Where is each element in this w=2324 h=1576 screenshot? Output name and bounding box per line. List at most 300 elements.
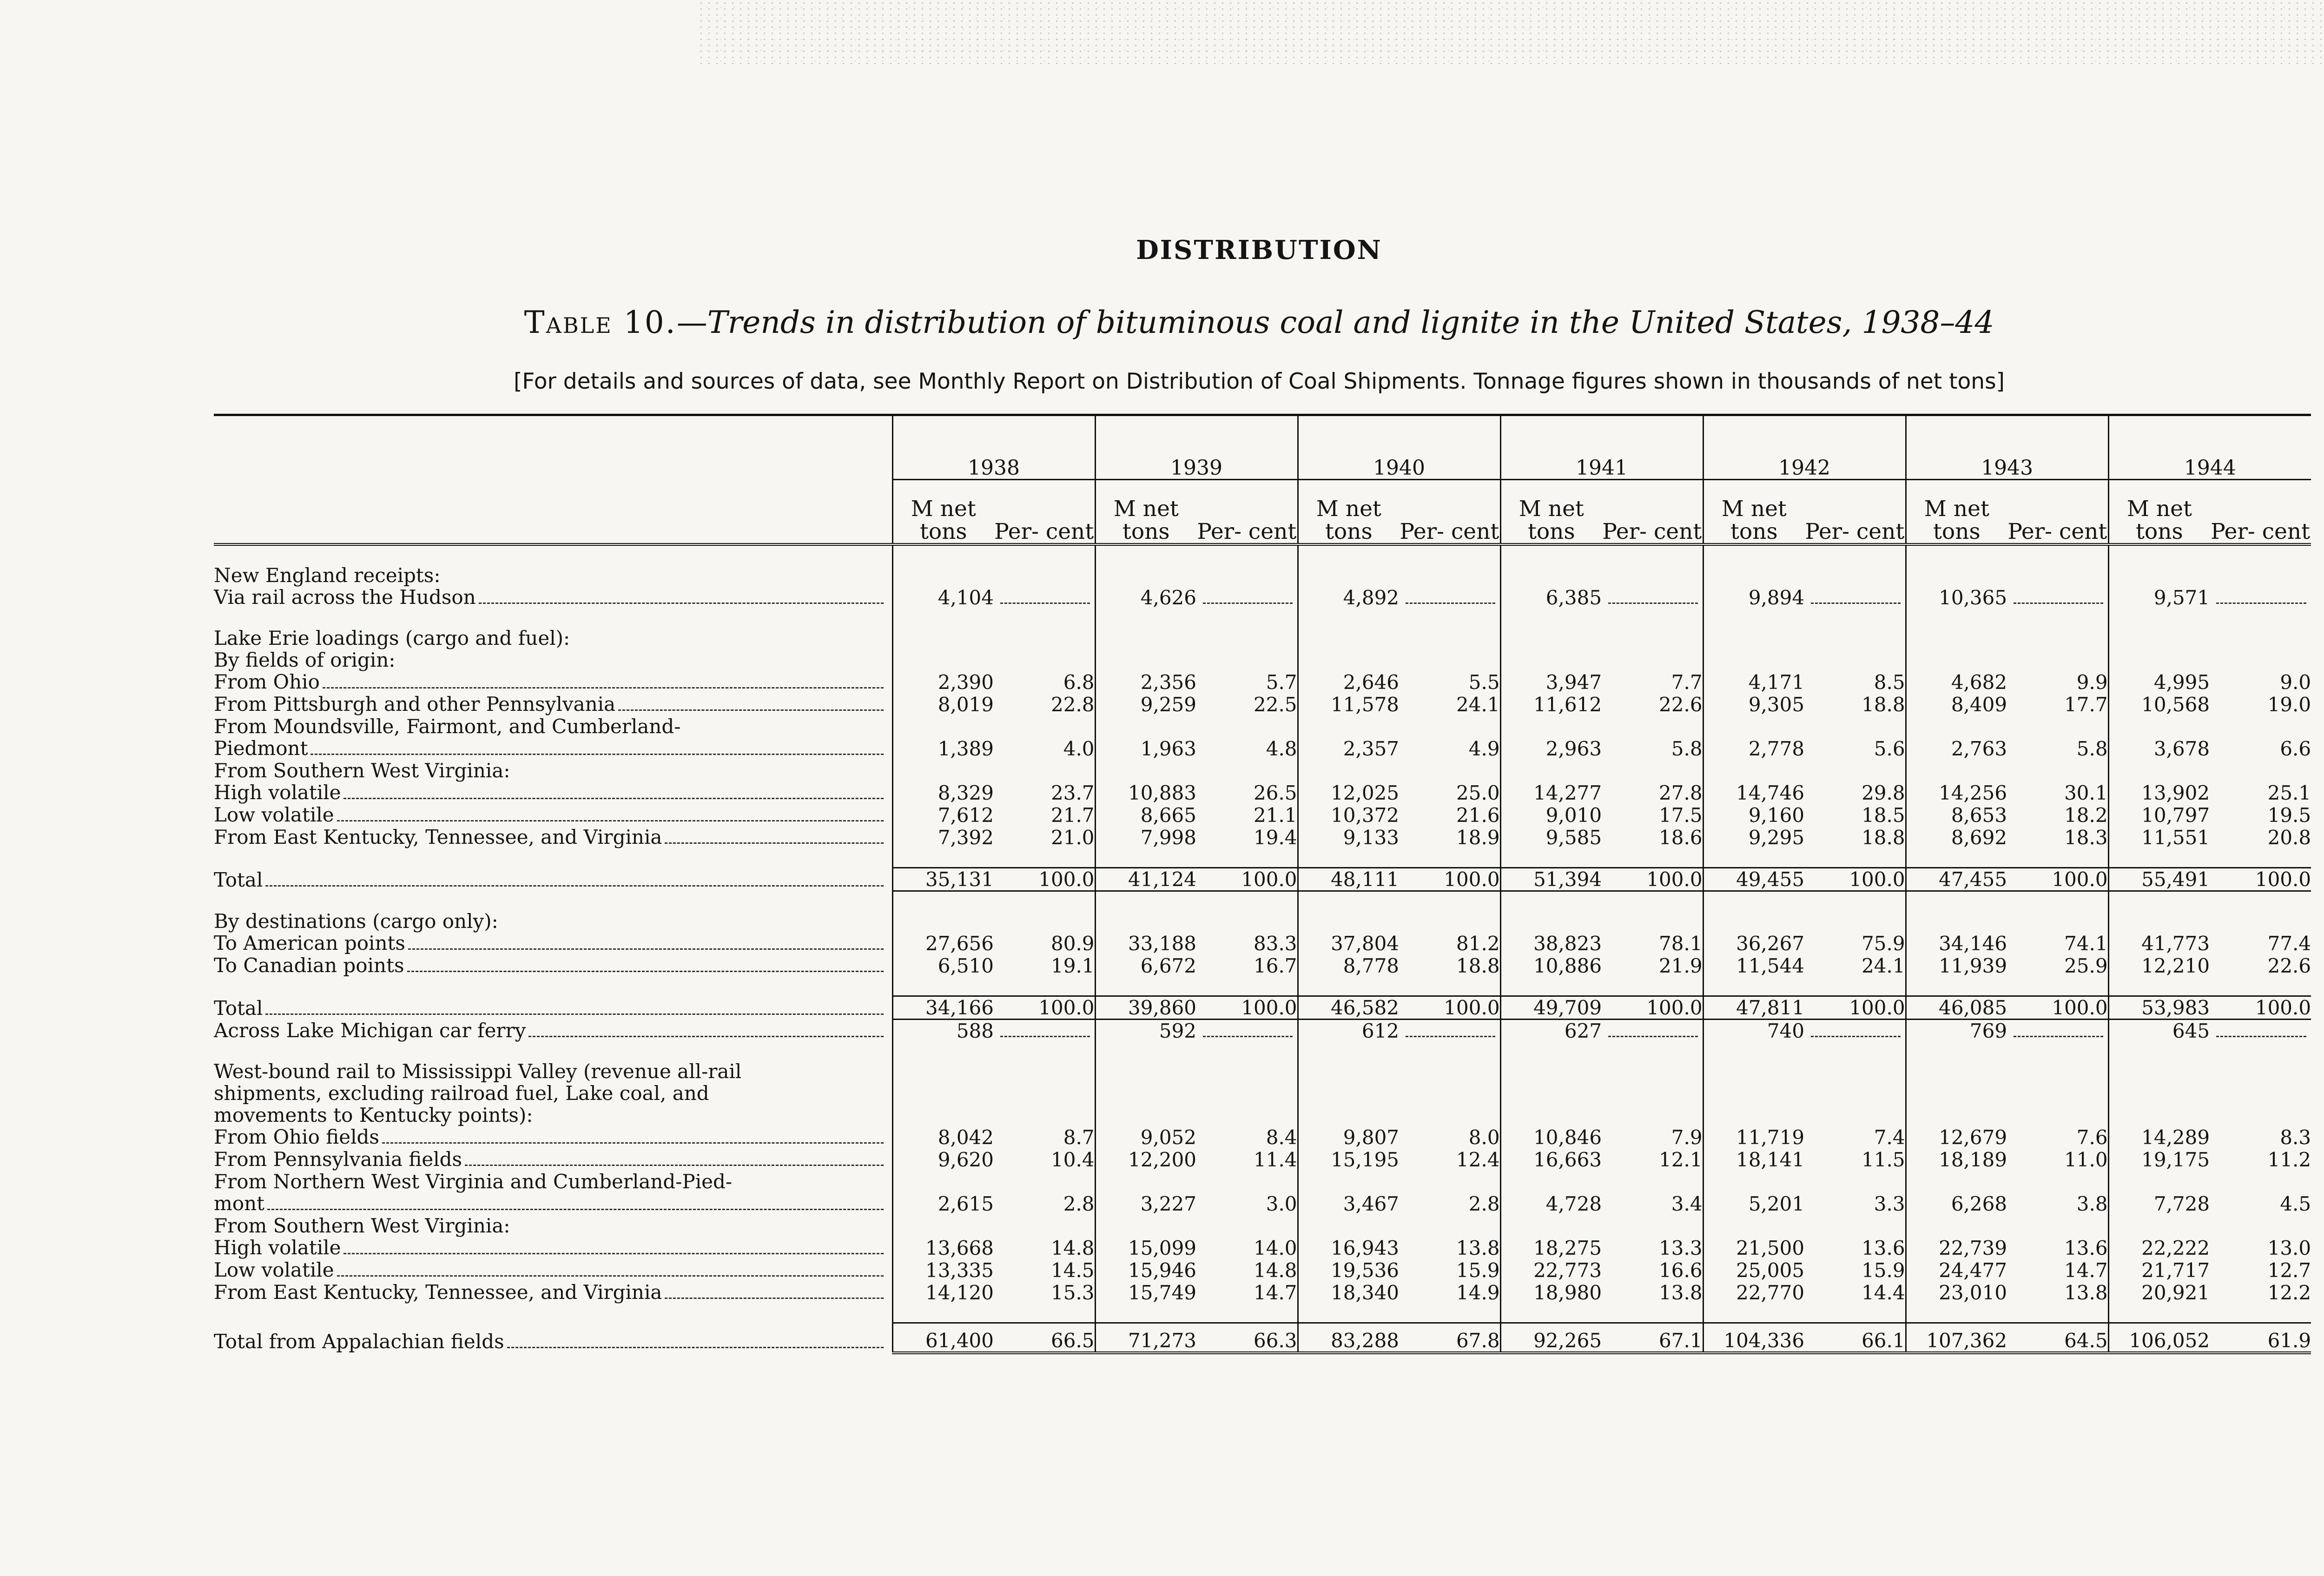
row-label [214,671,892,693]
table-row [214,1192,2311,1215]
cell-tons: 10,846 [1500,1126,1602,1148]
spacer-row [214,848,2311,868]
row-heading: From Northern West Virginia and Cumberland-Pied- [214,1170,733,1193]
row-label [214,693,892,715]
cell-tons: 34,166 [892,996,994,1020]
cell-percent: 22.6 [1659,693,1703,716]
cell-tons: 13,668 [892,1237,994,1259]
row-heading: From Southern West Virginia: [214,759,510,782]
cell-tons: 4,892 [1298,586,1399,609]
cell-tons: 92,265 [1500,1323,1602,1353]
cell-tons: 11,551 [2108,826,2210,848]
year-header: 1940 [1298,415,1500,480]
table-subtitle: [For details and sources of data, see Monthly Report on Distribution of Coal Shipments. Tonnage figures shown in thousands of net tons] [514,369,2005,394]
leader-dots [528,1036,883,1037]
cell-tons: 51,394 [1500,868,1602,891]
cell-tons: 14,746 [1703,781,1804,804]
cell-percent [2007,586,2108,609]
cell-tons: 34,146 [1906,932,2007,954]
col-header-percent: Per- cent [1602,480,1703,545]
cell-percent: 19.1 [1051,954,1095,977]
cell-percent: 100.0 [994,868,1095,891]
cell-tons: 8,692 [1906,826,2007,848]
leader-dots [310,754,883,755]
row-label-text: To American points [214,932,405,954]
cell-percent: 11.0 [2064,1148,2108,1171]
table-row [214,868,2311,891]
table-row [214,1259,2311,1281]
cell-percent: 4.8 [1266,737,1297,760]
cell-percent: 21.6 [1456,804,1500,827]
cell-percent: 8.7 [1063,1126,1095,1149]
cell-percent: 100.0 [1196,996,1298,1020]
cell-percent: 4.0 [1063,737,1095,760]
cell-tons: 46,582 [1298,996,1399,1020]
cell-percent: 100.0 [1399,868,1500,891]
cell-percent [1196,586,1298,609]
cell-tons: 22,770 [1703,1281,1804,1304]
col-header-percent: Per- cent [1804,480,1906,545]
leader-dots [507,1347,884,1348]
cell-percent: 13.8 [1659,1281,1703,1304]
year-header: 1944 [2108,415,2311,480]
row-label [214,586,892,609]
cell-percent: 8.5 [1874,671,1905,694]
cell-percent: 23.7 [1051,781,1095,804]
row-label [214,1259,892,1281]
cell-percent: 13.6 [2064,1237,2108,1259]
cell-percent: 2.8 [1468,1192,1500,1215]
cell-percent: 5.7 [1266,671,1297,694]
spacer-row [214,609,2311,627]
cell-tons: 16,943 [1298,1237,1399,1259]
cell-percent: 10.4 [1051,1148,1095,1171]
cell-tons: 11,612 [1500,693,1602,715]
cell-tons: 3,467 [1298,1192,1399,1215]
cell-percent: 5.6 [1874,737,1905,760]
cell-percent: 27.8 [1659,781,1703,804]
spacer-row [214,1304,2311,1323]
cell-tons: 8,653 [1906,804,2007,826]
col-header-tons: M net tons [1095,480,1196,545]
cell-tons: 25,005 [1703,1259,1804,1281]
cell-percent [1399,1020,1500,1042]
cell-percent: 77.4 [2267,932,2311,955]
row-label-text: Total from Appalachian fields [214,1330,504,1353]
row-label [214,954,892,977]
cell-tons: 645 [2108,1020,2210,1042]
cell-tons: 19,175 [2108,1148,2210,1171]
row-label-text: From East Kentucky, Tennessee, and Virginia [214,1281,662,1304]
cell-percent: 9.0 [2280,671,2311,694]
row-label [214,932,892,954]
cell-percent: 13.8 [1456,1237,1500,1259]
cell-tons: 8,665 [1095,804,1196,826]
cell-tons: 9,894 [1703,586,1804,609]
cell-percent: 67.8 [1399,1323,1500,1353]
row-label [214,826,892,848]
row-label-text: To Canadian points [214,954,404,977]
cell-percent: 81.2 [1456,932,1500,955]
cell-tons: 10,797 [2108,804,2210,826]
cell-percent: 8.3 [2280,1126,2311,1149]
cell-tons: 1,389 [892,737,994,760]
row-heading: Lake Erie loadings (cargo and fuel): [214,627,570,649]
cell-tons: 10,372 [1298,804,1399,826]
table-row [214,1020,2311,1042]
cell-tons: 11,544 [1703,954,1804,977]
cell-tons: 53,983 [2108,996,2210,1020]
cell-tons: 15,195 [1298,1148,1399,1171]
cell-percent: 4.5 [2280,1192,2311,1215]
cell-tons: 18,189 [1906,1148,2007,1171]
cell-tons: 7,998 [1095,826,1196,848]
cell-tons: 12,025 [1298,781,1399,804]
col-header-tons: M net tons [2108,480,2210,545]
cell-tons: 10,365 [1906,586,2007,609]
row-label [214,1126,892,1148]
cell-tons: 15,749 [1095,1281,1196,1304]
leader-dots [382,1142,884,1144]
cell-percent: 11.5 [1862,1148,1905,1171]
section-header-row [214,910,2311,932]
cell-percent: 100.0 [1602,996,1703,1020]
cell-percent: 19.0 [2267,693,2311,716]
cell-percent: 7.6 [2076,1126,2108,1149]
row-label-text: From Pittsburgh and other Pennsylvania [214,693,616,715]
cell-percent: 100.0 [2210,996,2311,1020]
table-row [214,954,2311,977]
cell-percent: 61.9 [2210,1323,2311,1353]
cell-percent: 9.9 [2076,671,2108,694]
row-heading: From Moundsville, Fairmont, and Cumberland- [214,715,681,738]
cell-percent: 66.3 [1196,1323,1298,1353]
cell-tons: 15,946 [1095,1259,1196,1281]
table-title-text: —Trends in distribution of bituminous coal and lignite in the United States, 1938–44 [676,305,1994,340]
cell-tons: 83,288 [1298,1323,1399,1353]
cell-percent: 66.5 [994,1323,1095,1353]
cell-tons: 9,620 [892,1148,994,1171]
cell-tons: 47,811 [1703,996,1804,1020]
cell-percent: 18.8 [1862,693,1905,716]
cell-percent: 100.0 [2007,996,2108,1020]
cell-percent: 8.4 [1266,1126,1297,1149]
section-header-row [214,627,2311,649]
cell-percent: 15.9 [1862,1259,1905,1282]
cell-tons: 8,019 [892,693,994,715]
cell-percent: 3.4 [1671,1192,1703,1215]
header-year-row [214,415,2311,480]
cell-tons: 10,568 [2108,693,2210,715]
col-header-percent: Per- cent [2210,480,2311,545]
cell-percent: 22.6 [2267,954,2311,977]
cell-percent: 30.1 [2064,781,2108,804]
cell-percent: 18.9 [1456,826,1500,849]
col-header-percent: Per- cent [994,480,1095,545]
cell-percent: 29.8 [1862,781,1905,804]
row-label [214,996,892,1020]
cell-tons: 9,295 [1703,826,1804,848]
cell-tons: 3,947 [1500,671,1602,693]
cell-percent: 21.0 [1051,826,1095,849]
section-header-row [214,1060,2311,1082]
cell-tons: 20,921 [2108,1281,2210,1304]
cell-tons: 8,778 [1298,954,1399,977]
stub-header-blank [214,480,892,545]
cell-percent: 5.8 [2076,737,2108,760]
row-heading: From Southern West Virginia: [214,1214,510,1237]
leader-dots [267,1209,883,1210]
cell-tons: 18,980 [1500,1281,1602,1304]
cell-tons: 24,477 [1906,1259,2007,1281]
row-label-text: mont [214,1192,265,1215]
cell-percent: 8.0 [1468,1126,1500,1149]
cell-percent [2210,586,2311,609]
cell-tons: 18,275 [1500,1237,1602,1259]
cell-percent: 3.0 [1266,1192,1297,1215]
leader-dots [343,1253,883,1254]
cell-percent: 15.3 [1051,1281,1095,1304]
cell-percent: 20.8 [2267,826,2311,849]
row-label [214,1020,892,1042]
cell-tons: 55,491 [2108,868,2210,891]
cell-percent: 18.2 [2064,804,2108,827]
cell-percent: 14.8 [1254,1259,1297,1282]
section-header-row [214,564,2311,586]
cell-tons: 9,010 [1500,804,1602,826]
cell-tons: 41,124 [1095,868,1196,891]
cell-tons: 33,188 [1095,932,1196,954]
cell-tons: 5,201 [1703,1192,1804,1215]
col-header-percent: Per- cent [2007,480,2108,545]
cell-percent: 12.7 [2267,1259,2311,1282]
row-label-text: High volatile [214,781,341,804]
row-heading: By fields of origin: [214,649,396,671]
table-row [214,826,2311,848]
cell-percent: 5.5 [1468,671,1500,694]
cell-tons: 14,120 [892,1281,994,1304]
cell-percent [1196,1020,1298,1042]
cell-tons: 3,678 [2108,737,2210,760]
table-row [214,1237,2311,1259]
section-header-row [214,1104,2311,1126]
cell-tons: 12,200 [1095,1148,1196,1171]
section-header-row [214,649,2311,671]
cell-percent: 12.1 [1659,1148,1703,1171]
leader-dots [618,709,883,711]
year-header: 1942 [1703,415,1906,480]
cell-tons: 7,392 [892,826,994,848]
cell-percent: 2.8 [1063,1192,1095,1215]
cell-percent: 100.0 [1399,996,1500,1020]
cell-tons: 2,646 [1298,671,1399,693]
cell-percent: 22.5 [1254,693,1297,716]
cell-tons: 2,390 [892,671,994,693]
cell-tons: 4,171 [1703,671,1804,693]
cell-percent: 6.6 [2280,737,2311,760]
cell-percent: 12.4 [1456,1148,1500,1171]
cell-percent [2007,1020,2108,1042]
cell-tons: 9,259 [1095,693,1196,715]
cell-tons: 3,227 [1095,1192,1196,1215]
year-header: 1939 [1095,415,1298,480]
leader-dots [343,798,883,799]
cell-tons: 11,719 [1703,1126,1804,1148]
leader-dots [265,1013,883,1015]
cell-tons: 23,010 [1906,1281,2007,1304]
col-header-tons: M net tons [1500,480,1602,545]
cell-tons: 4,626 [1095,586,1196,609]
cell-percent: 6.8 [1063,671,1095,694]
cell-percent: 78.1 [1659,932,1703,955]
cell-percent: 22.8 [1051,693,1095,716]
spacer-row [214,977,2311,996]
header-unit-row [214,480,2311,545]
cell-tons: 36,267 [1703,932,1804,954]
leader-dots [337,1275,884,1277]
year-header: 1943 [1906,415,2108,480]
row-label-text: From Ohio [214,670,320,693]
row-heading: shipments, excluding railroad fuel, Lake coal, and [214,1082,709,1105]
row-label [214,1237,892,1259]
col-header-tons: M net tons [892,480,994,545]
cell-percent [1602,586,1703,609]
cell-percent: 11.4 [1254,1148,1297,1171]
cell-percent: 5.8 [1671,737,1703,760]
spacer-row [214,544,2311,564]
cell-percent: 13.3 [1659,1237,1703,1259]
cell-percent: 4.9 [1468,737,1500,760]
row-label-text: High volatile [214,1236,341,1259]
row-label-text: Low volatile [214,803,334,826]
cell-percent: 100.0 [2007,868,2108,891]
cell-tons: 740 [1703,1020,1804,1042]
cell-tons: 22,222 [2108,1237,2210,1259]
table-row [214,804,2311,826]
cell-percent: 83.3 [1254,932,1297,955]
cell-percent: 15.9 [1456,1259,1500,1282]
spacer-row [214,1042,2311,1060]
row-label-text: Total [214,868,263,891]
cell-percent: 12.2 [2267,1281,2311,1304]
row-label [214,737,892,760]
scan-noise-top [697,0,2324,65]
cell-tons: 10,883 [1095,781,1196,804]
cell-percent: 100.0 [1602,868,1703,891]
row-heading: New England receipts: [214,564,441,587]
cell-tons: 6,268 [1906,1192,2007,1215]
cell-percent: 21.7 [1051,804,1095,827]
cell-tons: 107,362 [1906,1323,2007,1353]
cell-tons: 46,085 [1906,996,2007,1020]
cell-tons: 14,256 [1906,781,2007,804]
cell-tons: 11,578 [1298,693,1399,715]
col-header-tons: M net tons [1906,480,2007,545]
section-heading: DISTRIBUTION [1136,235,1382,265]
cell-percent: 25.0 [1456,781,1500,804]
stub-header [214,415,892,480]
cell-percent: 100.0 [2210,868,2311,891]
leader-dots [265,885,883,887]
cell-percent: 17.7 [2064,693,2108,716]
cell-tons: 2,356 [1095,671,1196,693]
cell-percent [2210,1020,2311,1042]
cell-tons: 14,289 [2108,1126,2210,1148]
cell-tons: 11,939 [1906,954,2007,977]
cell-tons: 13,902 [2108,781,2210,804]
cell-tons: 14,277 [1500,781,1602,804]
cell-percent: 21.9 [1659,954,1703,977]
cell-tons: 9,160 [1703,804,1804,826]
cell-percent: 64.5 [2007,1323,2108,1353]
spacer-row [214,891,2311,911]
cell-tons: 41,773 [2108,932,2210,954]
table-label: Table 10. [524,305,677,340]
cell-tons: 612 [1298,1020,1399,1042]
col-header-tons: M net tons [1703,480,1804,545]
cell-tons: 37,804 [1298,932,1399,954]
section-header-row [214,715,2311,737]
cell-percent: 14.4 [1862,1281,1905,1304]
row-label [214,868,892,891]
cell-tons: 8,409 [1906,693,2007,715]
row-label [214,804,892,826]
cell-percent [1602,1020,1703,1042]
cell-tons: 4,995 [2108,671,2210,693]
cell-percent: 13.0 [2267,1237,2311,1259]
row-label-text: Piedmont [214,737,308,760]
table-title [0,305,2324,340]
row-label [214,1148,892,1171]
cell-tons: 2,963 [1500,737,1602,760]
cell-tons: 12,210 [2108,954,2210,977]
cell-percent: 19.4 [1254,826,1297,849]
section-header-row [214,1171,2311,1192]
cell-tons: 22,739 [1906,1237,2007,1259]
cell-tons: 6,672 [1095,954,1196,977]
cell-percent: 24.1 [1456,693,1500,716]
cell-tons: 16,663 [1500,1148,1602,1171]
table-row [214,932,2311,954]
cell-tons: 588 [892,1020,994,1042]
row-label-text: From East Kentucky, Tennessee, and Virginia [214,826,662,848]
cell-tons: 49,455 [1703,868,1804,891]
cell-percent: 18.8 [1862,826,1905,849]
cell-tons: 71,273 [1095,1323,1196,1353]
section-header-row [214,1082,2311,1104]
cell-tons: 9,052 [1095,1126,1196,1148]
cell-tons: 15,099 [1095,1237,1196,1259]
cell-tons: 104,336 [1703,1323,1804,1353]
cell-tons: 9,133 [1298,826,1399,848]
row-heading: West-bound rail to Mississippi Valley (revenue all-rail [214,1060,742,1083]
table-row [214,1148,2311,1171]
table-row [214,1323,2311,1353]
cell-percent: 66.1 [1804,1323,1906,1353]
distribution-table [214,414,2311,1354]
row-heading: By destinations (cargo only): [214,910,498,933]
leader-dots [407,971,884,972]
cell-tons: 10,886 [1500,954,1602,977]
leader-dots [665,1298,883,1299]
cell-tons: 2,615 [892,1192,994,1215]
cell-percent: 26.5 [1254,781,1297,804]
cell-percent: 14.9 [1456,1281,1500,1304]
cell-tons: 9,585 [1500,826,1602,848]
cell-tons: 48,111 [1298,868,1399,891]
cell-percent: 7.7 [1671,671,1703,694]
cell-percent: 17.5 [1659,804,1703,827]
